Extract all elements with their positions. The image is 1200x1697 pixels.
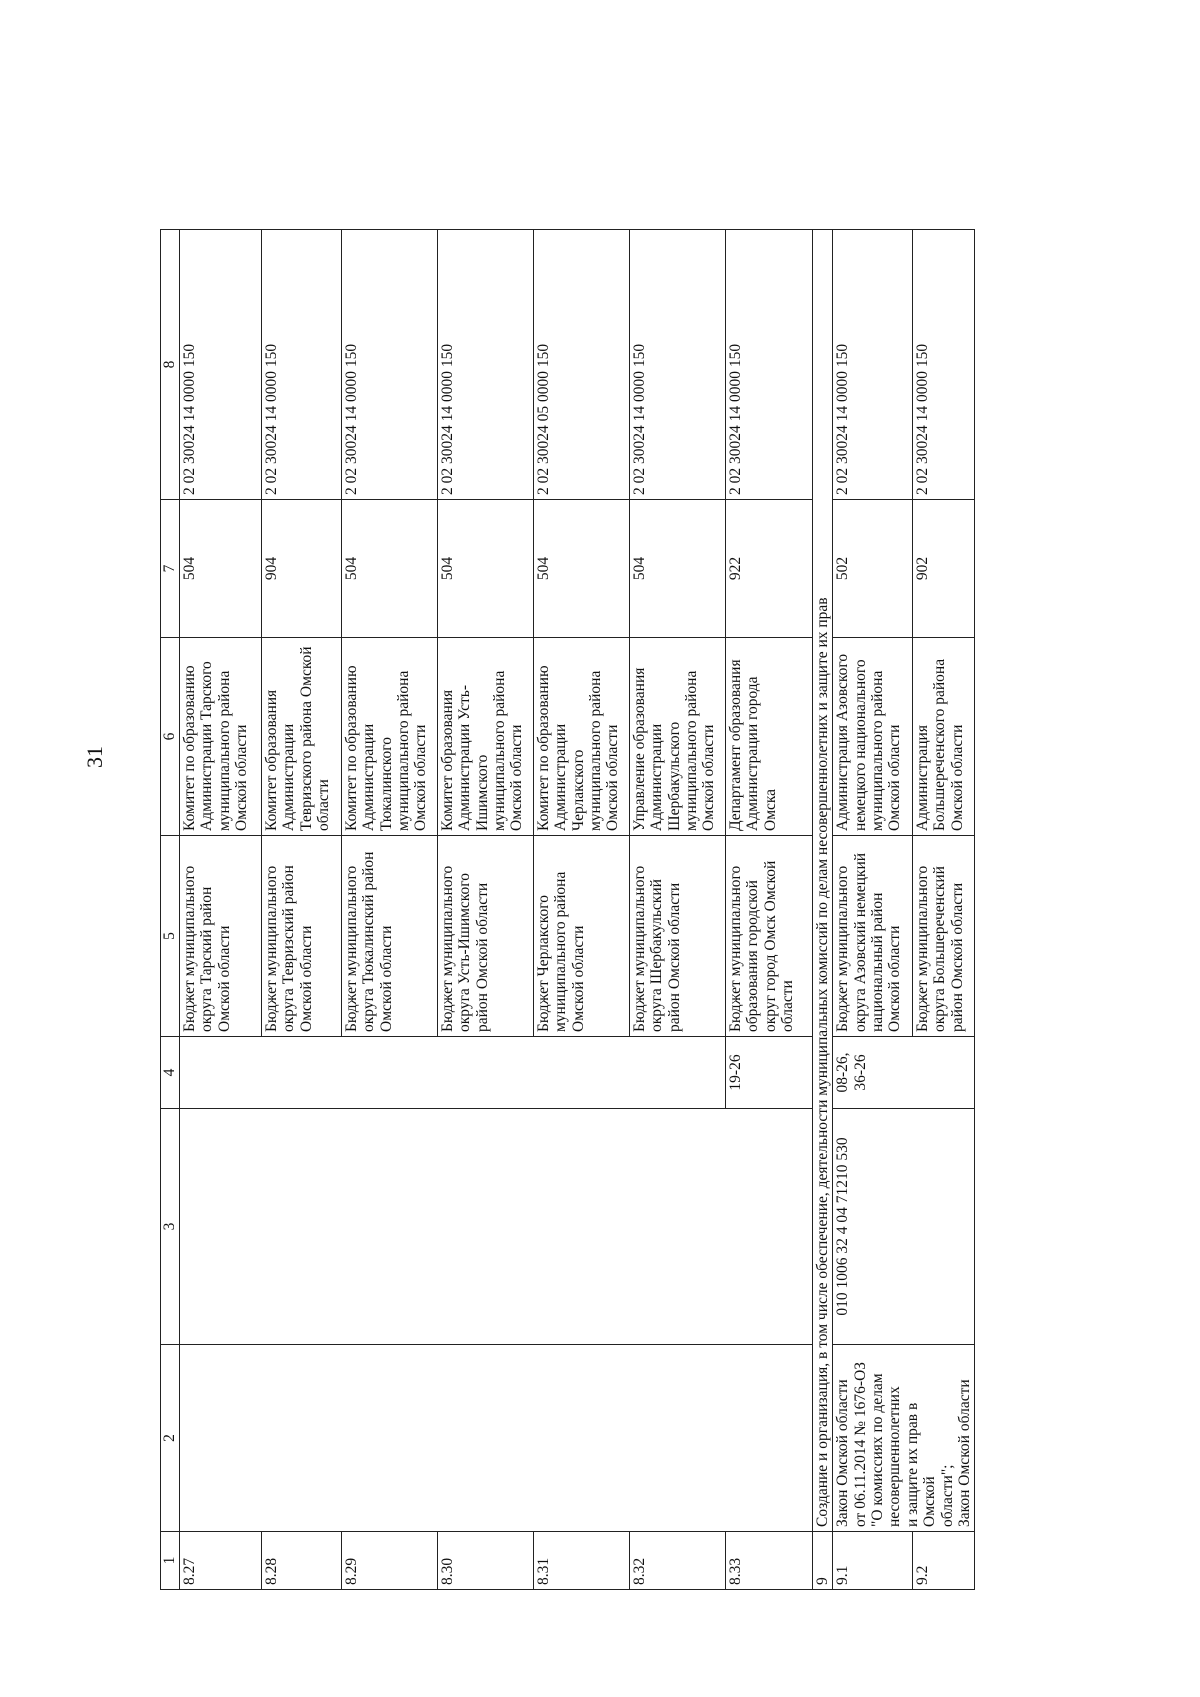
administrator-name: Администрация Большереченского района Омской области: [913, 638, 975, 836]
income-code: 2 02 30024 05 0000 150: [534, 230, 630, 500]
row-number: 8.27: [180, 1532, 262, 1590]
budget-name: Бюджет муниципального округа Тевризский район Омской области: [262, 836, 342, 1037]
administrator-name: Управление образования Администрации Шербакульского муниципального района Омской области: [630, 638, 726, 836]
header-col-8: 8: [161, 230, 180, 500]
header-col-5: 5: [161, 836, 180, 1037]
law-cell-empty: [180, 1345, 813, 1532]
law-line: от 06.11.2014 № 1676-ОЗ: [851, 1361, 869, 1527]
law-line: области";: [938, 1464, 956, 1527]
budget-table: [160, 229, 975, 1590]
admin-code: 504: [180, 500, 262, 638]
income-code: 2 02 30024 14 0000 150: [913, 230, 975, 500]
table-row: [180, 230, 262, 1590]
income-code: 2 02 30024 14 0000 150: [342, 230, 438, 500]
row-number: 8.30: [438, 1532, 534, 1590]
admin-code: 922: [726, 500, 813, 638]
col4-cell-empty: [180, 1037, 726, 1109]
header-col-4: 4: [161, 1037, 180, 1109]
budget-name: Бюджет муниципального округа Усть-Ишимского район Омской области: [438, 836, 534, 1037]
col4-line: 08-26,: [834, 1052, 852, 1093]
admin-code: 904: [262, 500, 342, 638]
administrator-name: Администрация Азовского немецкого национального муниципального района Омской области: [833, 638, 913, 836]
section-row: [813, 230, 833, 1590]
income-code: 2 02 30024 14 0000 150: [630, 230, 726, 500]
admin-code: 504: [630, 500, 726, 638]
administrator-name: Комитет по образованию Администрации Тарского муниципального района Омской области: [180, 638, 262, 836]
budget-name: Бюджет муниципального округа Тарский район Омской области: [180, 836, 262, 1037]
header-col-6: 6: [161, 638, 180, 836]
income-code: 2 02 30024 14 0000 150: [262, 230, 342, 500]
law-line: Закон Омской области: [834, 1379, 852, 1527]
income-code: 2 02 30024 14 0000 150: [726, 230, 813, 500]
income-code: 2 02 30024 14 0000 150: [438, 230, 534, 500]
header-col-3: 3: [161, 1109, 180, 1345]
administrator-name: Комитет по образованию Администрации Тюкалинского муниципального района Омской области: [342, 638, 438, 836]
administrator-name: Комитет образования Администрации Усть-Ишимского муниципального района Омской области: [438, 638, 534, 836]
row-number: 8.28: [262, 1532, 342, 1590]
row-number: 8.32: [630, 1532, 726, 1590]
admin-code: 504: [342, 500, 438, 638]
section-title: Создание и организация, в том числе обеспечение, деятельности муниципальных комиссий по делам несовершеннолетних и защите их прав: [813, 230, 833, 1532]
budget-name: Бюджет Черлакского муниципального района Омской области: [534, 836, 630, 1037]
budget-name: Бюджет муниципального округа Большереченский район Омской области: [913, 836, 975, 1037]
header-col-7: 7: [161, 500, 180, 638]
row-number: 8.33: [726, 1532, 813, 1590]
budget-name: Бюджет муниципального образования городской округ город Омск Омской области: [726, 836, 813, 1037]
row-number: 8.29: [342, 1532, 438, 1590]
admin-code: 504: [438, 500, 534, 638]
row-number: 9.2: [913, 1532, 975, 1590]
row-number: 9.1: [833, 1532, 913, 1590]
law-line: несовершеннолетних: [886, 1386, 904, 1527]
budget-name: Бюджет муниципального округа Тюкалинский район Омской области: [342, 836, 438, 1037]
income-code: 2 02 30024 14 0000 150: [180, 230, 262, 500]
admin-code: 504: [534, 500, 630, 638]
section-number: 9: [813, 1532, 833, 1590]
col4-code: [833, 1037, 975, 1109]
budget-name: Бюджет муниципального округа Шербакульский район Омской области: [630, 836, 726, 1037]
page-number: 31: [82, 746, 107, 768]
col4-line: 36-26: [851, 1054, 869, 1091]
admin-code: 902: [913, 500, 975, 638]
law-reference: [833, 1345, 975, 1532]
rotated-table-container: [160, 230, 1030, 1590]
code-cell-empty: [180, 1109, 813, 1345]
row-number: 8.31: [534, 1532, 630, 1590]
budget-name: Бюджет муниципального округа Азовский немецкий национальный район Омской области: [833, 836, 913, 1037]
income-code: 2 02 30024 14 0000 150: [833, 230, 913, 500]
admin-code: 502: [833, 500, 913, 638]
col4-code: 19-26: [726, 1037, 813, 1109]
administrator-name: Комитет образования Администрации Тевризского района Омской области: [262, 638, 342, 836]
law-line: Закон Омской области: [955, 1379, 973, 1527]
header-col-1: 1: [161, 1532, 180, 1590]
law-line: и защите их прав в Омской: [903, 1402, 939, 1527]
law-line: "О комиссиях по делам: [869, 1373, 887, 1527]
administrator-name: Комитет по образованию Администрации Черлакского муниципального района Омской области: [534, 638, 630, 836]
header-col-2: 2: [161, 1345, 180, 1532]
administrator-name: Департамент образования Администрации города Омска: [726, 638, 813, 836]
header-row: [161, 230, 180, 1590]
budget-classification-code: 010 1006 32 4 04 71210 530: [833, 1109, 975, 1345]
table-row: [833, 230, 913, 1590]
